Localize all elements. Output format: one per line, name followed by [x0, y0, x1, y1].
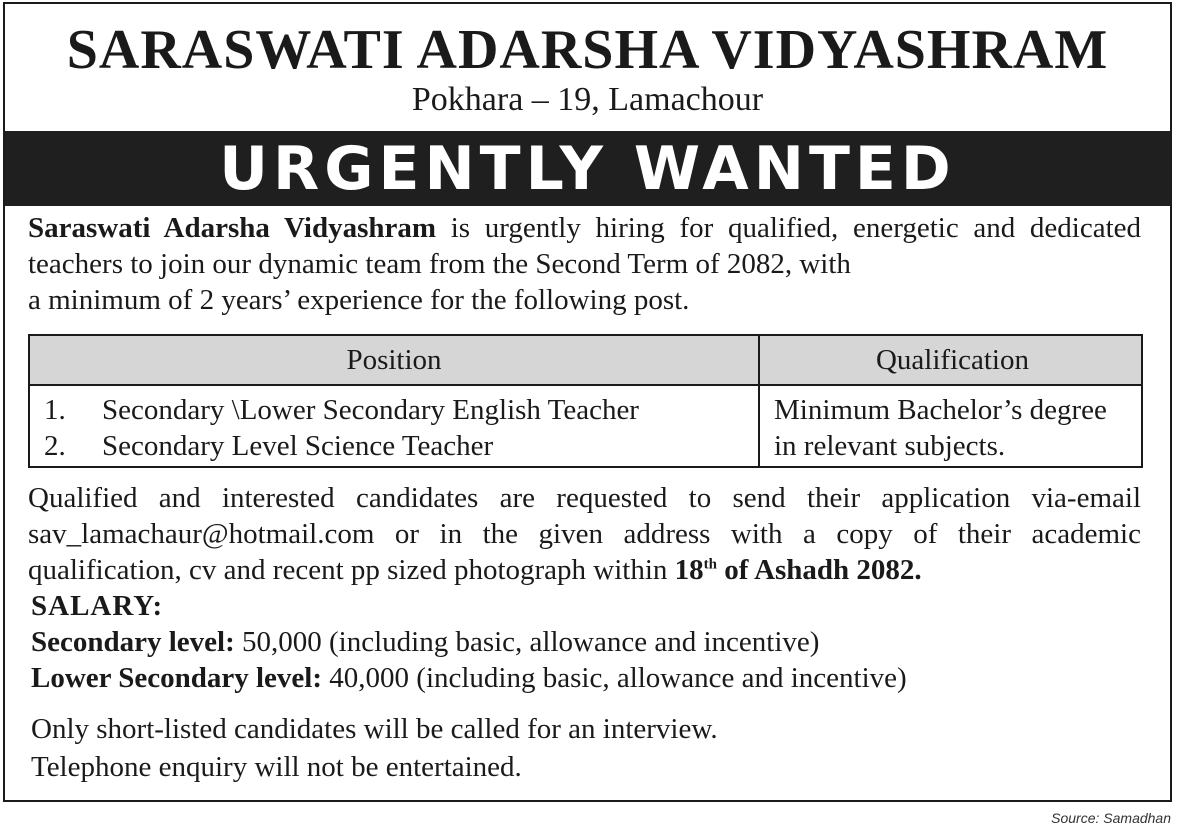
salary-label: Secondary level: [31, 626, 235, 658]
qualification-line: in relevant subjects. [774, 430, 1006, 462]
salary-value: 50,000 (including basic, allowance and incentive) [234, 626, 820, 658]
qualification-cell [774, 392, 1107, 464]
intro-school-name: Saraswati Adarsha Vidyashram [28, 212, 437, 244]
note-shortlist: Only short-listed candidates will be called for an interview. [31, 713, 718, 745]
intro-text: is urgently hiring for qualified, energetic and dedicated teachers to join our dynamic team from the Second Term of 2082, with [28, 212, 1142, 280]
header-qualification: Qualification [875, 344, 1029, 376]
deadline-suffix: th [703, 556, 718, 573]
header [5, 4, 1170, 131]
row-number: 2. [44, 430, 66, 462]
application-paragraph [28, 480, 1141, 588]
positions-table [28, 334, 1143, 468]
qualification-line: Minimum Bachelor’s degree [774, 394, 1107, 426]
intro-last-line: a minimum of 2 years’ experience for the following post. [28, 284, 690, 316]
note-telephone: Telephone enquiry will not be entertained. [31, 751, 522, 783]
row-position: Secondary \Lower Secondary English Teacher [102, 394, 639, 426]
salary-item [31, 660, 907, 696]
deadline-day: 18 [674, 554, 704, 586]
table-row [30, 428, 493, 464]
urgently-wanted-banner: URGENTLY WANTED [5, 131, 1170, 206]
school-name: SARASWATI ADARSHA VIDYASHRAM [66, 19, 1109, 81]
row-number: 1. [44, 394, 66, 426]
application-text: Qualified and interested candidates are requested to send their application via-email sav_lamachaur@hotmail.com or in the given address with a copy of their academic qualification, cv and recent pp sized photograph within [28, 482, 1141, 586]
intro-paragraph [28, 210, 1141, 318]
school-address: Pokhara – 19, Lamachour [411, 81, 764, 118]
salary-value: 40,000 (including basic, allowance and incentive) [322, 662, 907, 694]
row-position: Secondary Level Science Teacher [102, 430, 494, 462]
salary-label: Lower Secondary level: [31, 662, 323, 694]
table-row [30, 392, 639, 428]
source-credit: Source: Samadhan [1051, 810, 1171, 826]
salary-item [31, 624, 819, 660]
header-position: Position [346, 344, 442, 376]
salary-title: SALARY: [31, 590, 164, 622]
deadline [675, 554, 922, 586]
deadline-month: of Ashadh 2082. [717, 554, 922, 586]
